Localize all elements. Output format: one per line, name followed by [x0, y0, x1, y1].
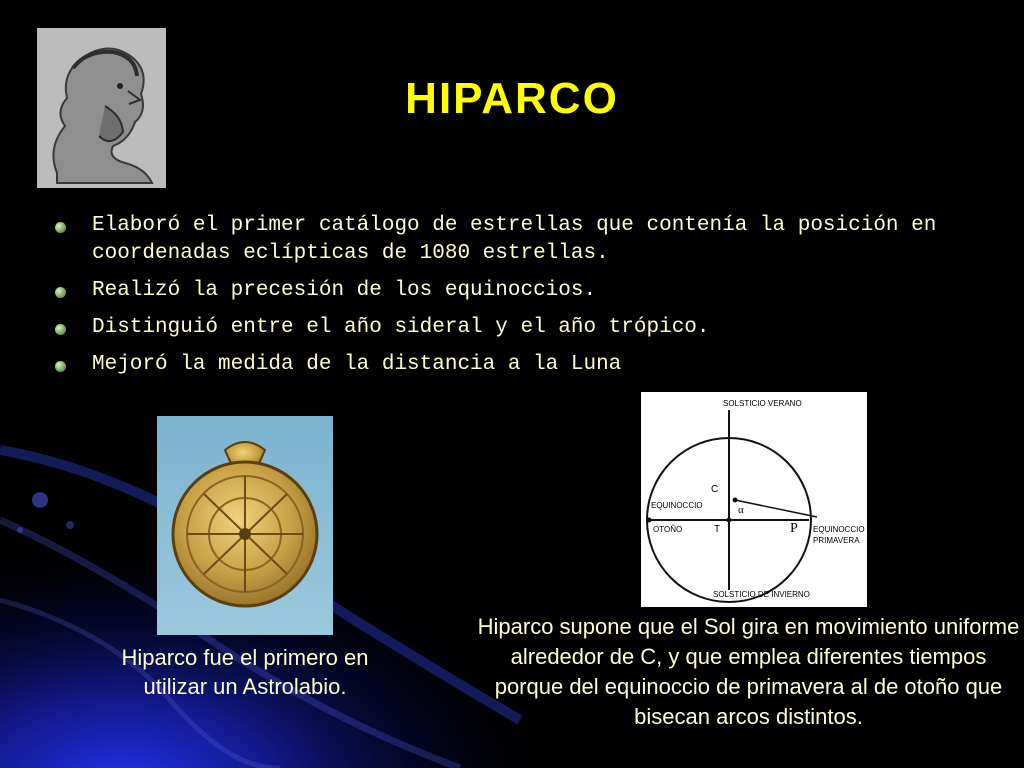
- bullet-item: [55, 314, 955, 342]
- slide-title: HIPARCO: [405, 74, 619, 123]
- label-otono: OTOÑO: [653, 525, 683, 534]
- bullet-list: [55, 212, 955, 388]
- bullet-item: [55, 351, 955, 379]
- astrolabe-photo: [157, 416, 333, 635]
- label-equinoccio-right: EQUINOCCIO: [813, 525, 865, 534]
- bullet-icon: [55, 324, 66, 335]
- label-c: C: [711, 484, 719, 495]
- bullet-icon: [55, 287, 66, 298]
- bullet-item: [55, 212, 955, 268]
- diagram-caption: Hiparco supone que el Sol gira en movimiento uniforme alrededor de C, y que emplea diferentes tiempos porque del equinoccio de primavera al de otoño que bisecan arcos distintos.: [477, 614, 1020, 729]
- bullet-item: [55, 277, 955, 305]
- label-t: T: [714, 524, 721, 535]
- label-alpha: α: [738, 504, 744, 516]
- label-equinoccio-left: EQUINOCCIO: [651, 501, 703, 510]
- astrolabe-caption: Hiparco fue el primero en utilizar un Astrolabio.: [121, 645, 369, 699]
- label-primavera: PRIMAVERA: [813, 536, 860, 545]
- bullet-icon: [55, 361, 66, 372]
- bullet-text: Distinguió entre el año sideral y el año trópico.: [92, 316, 710, 339]
- bullet-text: Elaboró el primer catálogo de estrellas que contenía la posición en coordenadas eclípticas de 1080 estrellas.: [92, 214, 937, 265]
- bullet-text: Mejoró la medida de la distancia a la Luna: [92, 353, 622, 376]
- bullet-text: Realizó la precesión de los equinoccios.: [92, 279, 597, 302]
- bullet-icon: [55, 222, 66, 233]
- solar-orbit-diagram: [641, 392, 867, 607]
- label-p: P: [790, 521, 798, 536]
- label-solsticio-invierno: SOLSTICIO DE INVIERNO: [713, 590, 810, 599]
- label-solsticio-verano: SOLSTICIO VERANO: [723, 399, 802, 408]
